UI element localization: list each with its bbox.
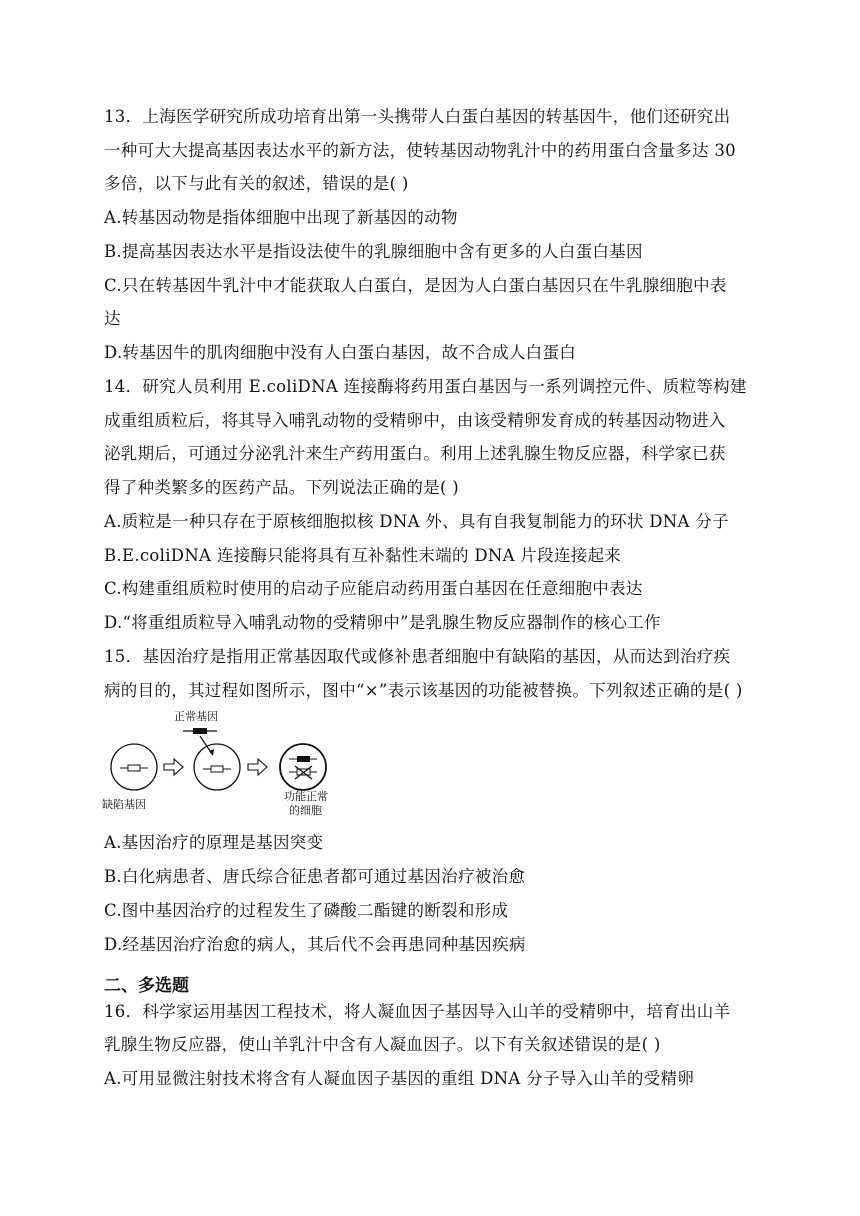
q14-stem-line-2: 成重组质粒后，将其导入哺乳动物的受精卵中，由该受精卵发育成的转基因动物进入 bbox=[104, 411, 726, 430]
normal-gene-label: 正常基因 bbox=[174, 710, 218, 723]
q16-stem-line-1: 16．科学家运用基因工程技术，将人凝血因子基因导入山羊的受精卵中，培育出山羊 bbox=[104, 1002, 731, 1021]
section-heading: 二、多选题 bbox=[104, 976, 189, 996]
q15-option-c: C.图中基因治疗的过程发生了磷酸二酯键的断裂和形成 bbox=[104, 901, 509, 920]
q13-option-a: A.转基因动物是指体细胞中出现了新基因的动物 bbox=[104, 208, 458, 227]
q15-option-d: D.经基因治疗治愈的病人，其后代不会再患同种基因疾病 bbox=[104, 935, 526, 954]
q15-option-a: A.基因治疗的原理是基因突变 bbox=[104, 833, 324, 852]
gene-therapy-diagram bbox=[100, 706, 340, 824]
normal-gene-block bbox=[193, 728, 207, 734]
q14-stem-line-4: 得了种类繁多的医药产品。下列说法正确的是( ) bbox=[104, 478, 460, 497]
q15-stem-line-1: 15．基因治疗是指用正常基因取代或修补患者细胞中有缺陷的基因，从而达到治疗疾 bbox=[104, 647, 731, 666]
normal-cell bbox=[280, 744, 326, 790]
q14-option-c: C.构建重组质粒时使用的启动子应能启动药用蛋白基因在任意细胞中表达 bbox=[104, 579, 643, 598]
q13-stem-line-1: 13．上海医学研究所成功培育出第一头携带人白蛋白基因的转基因牛，他们还研究出 bbox=[104, 107, 731, 126]
inserted-normal-gene-block bbox=[297, 756, 310, 762]
process-arrow-1 bbox=[164, 759, 183, 775]
q13-stem-line-2: 一种可大大提高基因表达水平的新方法，使转基因动物乳汁中的药用蛋白含量多达 30 bbox=[104, 141, 736, 160]
q16-stem-line-2: 乳腺生物反应器，使山羊乳汁中含有人凝血因子。以下有关叙述错误的是( ) bbox=[104, 1035, 661, 1054]
q14-stem-line-3: 泌乳期后，可通过分泌乳汁来生产药用蛋白。利用上述乳腺生物反应器，科学家已获 bbox=[104, 444, 726, 463]
q14-option-b: B.E.coliDNA 连接酶只能将具有互补黏性末端的 DNA 片段连接起来 bbox=[104, 546, 622, 565]
q15-option-b: B.白化病患者、唐氏综合征患者都可通过基因治疗被治愈 bbox=[104, 867, 526, 886]
q16-option-a: A.可用显微注射技术将含有人凝血因子基因的重组 DNA 分子导入山羊的受精卵 bbox=[104, 1069, 695, 1088]
process-arrow-2 bbox=[248, 759, 267, 775]
q14-option-d: D.“将重组质粒导入哺乳动物的受精卵中”是乳腺生物反应器制作的核心工作 bbox=[104, 613, 661, 632]
q13-option-d: D.转基因牛的肌肉细胞中没有人白蛋白基因，故不合成人白蛋白 bbox=[104, 343, 577, 362]
defective-gene-label: 缺陷基因 bbox=[102, 798, 146, 811]
q13-option-c-line-2: 达 bbox=[104, 309, 121, 328]
q14-stem-line-1: 14．研究人员利用 E.coliDNA 连接酶将药用蛋白基因与一系列调控元件、质粒等构建 bbox=[104, 377, 747, 396]
q13-option-b: B.提高基因表达水平是指设法使牛的乳腺细胞中含有更多的人白蛋白基因 bbox=[104, 242, 643, 261]
q14-option-a: A.质粒是一种只存在于原核细胞拟核 DNA 外、具有自我复制能力的环状 DNA 分子 bbox=[104, 512, 729, 531]
defective-gene-block-2 bbox=[211, 766, 223, 772]
defective-gene-block-1 bbox=[128, 765, 140, 771]
q13-option-c-line-1: C.只在转基因牛乳汁中才能获取人白蛋白，是因为人白蛋白基因只在牛乳腺细胞中表 bbox=[104, 276, 727, 295]
q13-stem-line-3: 多倍，以下与此有关的叙述，错误的是( ) bbox=[104, 174, 409, 193]
q15-stem-line-2: 病的目的，其过程如图所示，图中“×”表示该基因的功能被替换。下列叙述正确的是( ) bbox=[104, 681, 743, 700]
normal-cell-label-line-1: 功能正常 bbox=[284, 790, 328, 803]
normal-cell-label-line-2: 的细胞 bbox=[289, 804, 322, 817]
